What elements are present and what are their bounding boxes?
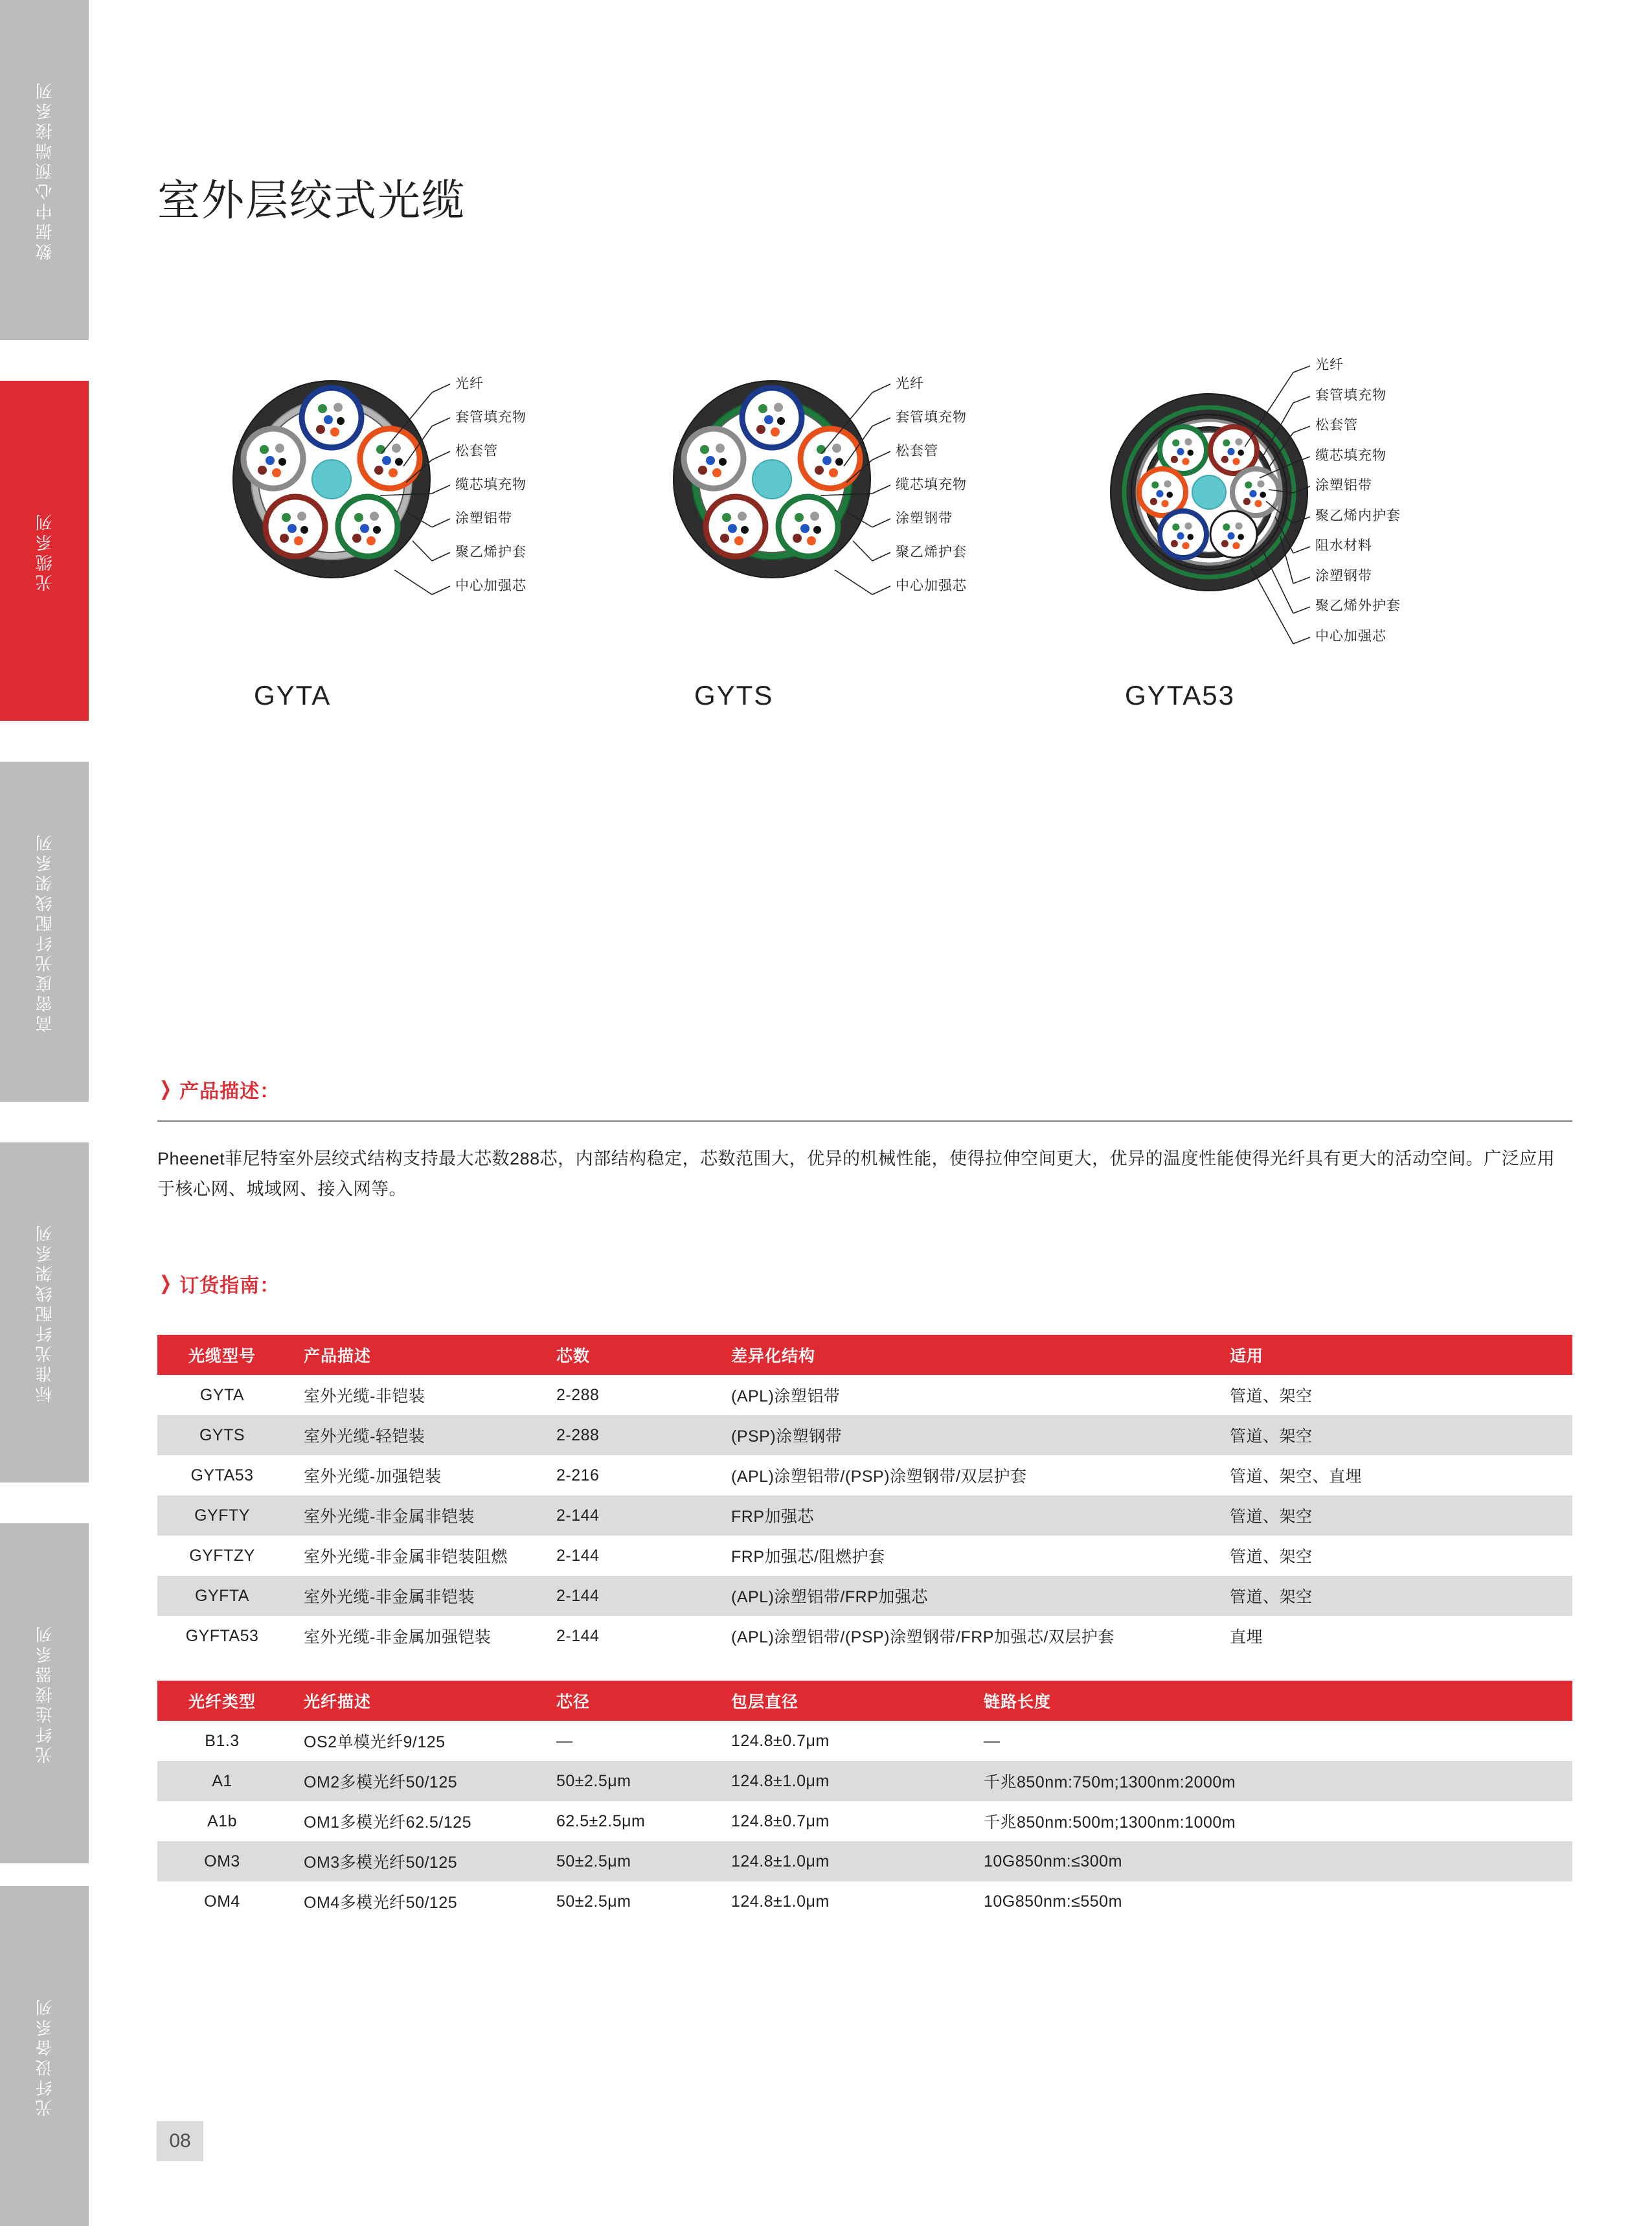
gyta53-label-6: 阻水材料: [1315, 538, 1372, 553]
table-cell: (PSP)涂塑钢带: [714, 1415, 1213, 1455]
table-cell: 管道、架空: [1213, 1495, 1572, 1536]
table-cell: 10G850nm:≤300m: [967, 1841, 1572, 1881]
table-cell: 管道、架空: [1213, 1375, 1572, 1415]
chevron-right-icon: ❯: [159, 1273, 172, 1294]
column-header: 光纤类型: [157, 1681, 287, 1721]
table-cell: (APL)涂塑铝带/(PSP)涂塑钢带/双层护套: [714, 1455, 1213, 1495]
table-cell: 2-144: [539, 1495, 714, 1536]
table-cell: 室外光缆-非金属加强铠装: [287, 1616, 539, 1656]
column-header: 链路长度: [967, 1681, 1572, 1721]
gyta-label-6: 中心加强芯: [455, 578, 526, 593]
gyta-cross-section-icon: [218, 363, 672, 674]
column-header: 产品描述: [287, 1335, 539, 1375]
table-cell: 50±2.5μm: [539, 1841, 714, 1881]
cable-diagram-gyts: [659, 363, 1112, 710]
table-cell: 2-144: [539, 1616, 714, 1656]
sidebar-tab-label: 光纤设备系列: [34, 1995, 54, 2117]
table-row: [157, 1881, 1572, 1922]
cable-diagram-gyta: [218, 363, 672, 710]
page-title: 室外层绞式光缆: [157, 176, 466, 224]
table-cell: 124.8±0.7μm: [714, 1801, 967, 1841]
table-cell: A1b: [157, 1801, 287, 1841]
table-cell: —: [967, 1721, 1572, 1761]
gyta53-label-8: 聚乙烯外护套: [1315, 598, 1401, 613]
sidebar-tab-label: 光纤连接器系列: [34, 1623, 54, 1764]
table-cell: 室外光缆-非金属非铠装: [287, 1495, 539, 1536]
sidebar-tab-1[interactable]: [0, 381, 89, 721]
table-cell: OM3多模光纤50/125: [287, 1841, 539, 1881]
table-cell: 2-288: [539, 1415, 714, 1455]
page-number: 08: [157, 2121, 203, 2161]
sidebar-tab-0[interactable]: [0, 0, 89, 340]
gyta-label-1: 套管填充物: [455, 410, 526, 425]
gyts-label-0: 光纤: [896, 376, 924, 391]
table-cell: GYTS: [157, 1415, 287, 1455]
column-header: 光缆型号: [157, 1335, 287, 1375]
gyta-label-0: 光纤: [455, 376, 484, 391]
product-description-body: Pheenet菲尼特室外层绞式结构支持最大芯数288芯，内部结构稳定，芯数范围大，优异的机械性能，使得拉伸空间更大，优异的温度性能使得光纤具有更大的活动空间。广泛应用于核心网、城域网、接入网等。: [157, 1149, 1556, 1199]
sidebar-tab-label: 光缆系列: [34, 510, 54, 591]
sidebar-tab-label: 高密度光纤配线架系列: [34, 831, 54, 1032]
gyta53-label-9: 中心加强芯: [1315, 629, 1386, 644]
gyts-cross-section-icon: [659, 363, 1112, 674]
table-cell: GYFTY: [157, 1495, 287, 1536]
table-cell: OM4: [157, 1881, 287, 1922]
table-cell: 管道、架空: [1213, 1576, 1572, 1616]
table-cell: 2-288: [539, 1375, 714, 1415]
cable-diagrams: [89, 358, 1652, 764]
cable-model-table-wrapper: [157, 1335, 1572, 1656]
table-row: [157, 1375, 1572, 1415]
table-cell: 管道、架空: [1213, 1536, 1572, 1576]
sidebar-tab-label: 数据中心预端接系列: [34, 80, 54, 260]
table-row: [157, 1841, 1572, 1881]
table-cell: 2-144: [539, 1576, 714, 1616]
gyta-label-3: 缆芯填充物: [455, 477, 526, 492]
table-cell: 50±2.5μm: [539, 1881, 714, 1922]
sidebar-tab-4[interactable]: [0, 1523, 89, 1863]
sidebar-tab-label: 标准光纤配线架系列: [34, 1222, 54, 1403]
product-description-heading: [157, 1075, 1572, 1104]
table-row: [157, 1495, 1572, 1536]
product-description-divider: [157, 1120, 1572, 1122]
gyta-label-4: 涂塑铝带: [455, 511, 512, 526]
table-header-row: [157, 1681, 1572, 1721]
gyta-label-2: 松套管: [455, 444, 498, 459]
sidebar-tab-2[interactable]: [0, 762, 89, 1102]
table-row: [157, 1616, 1572, 1656]
table-cell: OM2多模光纤50/125: [287, 1761, 539, 1801]
gyts-label-1: 套管填充物: [896, 410, 967, 425]
table-cell: 管道、架空: [1213, 1415, 1572, 1455]
column-header: 包层直径: [714, 1681, 967, 1721]
table-cell: OM4多模光纤50/125: [287, 1881, 539, 1922]
column-header: 芯数: [539, 1335, 714, 1375]
gyts-label-4: 涂塑钢带: [896, 511, 953, 526]
fiber-type-table: [157, 1681, 1572, 1922]
gyta53-label-7: 涂塑钢带: [1315, 569, 1372, 584]
table-cell: (APL)涂塑铝带/FRP加强芯: [714, 1576, 1213, 1616]
table-cell: OM1多模光纤62.5/125: [287, 1801, 539, 1841]
table-cell: 千兆850nm:750m;1300nm:2000m: [967, 1761, 1572, 1801]
page-content: [89, 0, 1652, 2226]
gyta53-label-3: 缆芯填充物: [1315, 448, 1386, 463]
table-cell: 千兆850nm:500m;1300nm:1000m: [967, 1801, 1572, 1841]
table-cell: 直埋: [1213, 1616, 1572, 1656]
table-row: [157, 1415, 1572, 1455]
table-cell: FRP加强芯: [714, 1495, 1213, 1536]
table-cell: 62.5±2.5μm: [539, 1801, 714, 1841]
cable-diagram-gyta53: [1105, 358, 1559, 710]
chevron-right-icon: ❯: [159, 1078, 172, 1100]
gyta53-label-1: 套管填充物: [1315, 388, 1386, 403]
gyta-label-5: 聚乙烯护套: [455, 545, 526, 560]
gyts-label-5: 聚乙烯护套: [896, 545, 967, 560]
gyts-label-3: 缆芯填充物: [896, 477, 967, 492]
product-description-heading-label: 产品描述：: [179, 1081, 280, 1102]
cable-name-gyta53: GYTA53: [1125, 680, 1235, 710]
table-cell: 室外光缆-加强铠装: [287, 1455, 539, 1495]
table-cell: 50±2.5μm: [539, 1761, 714, 1801]
cable-name-gyta: GYTA: [254, 680, 332, 710]
ordering-guide-section: [157, 1269, 1572, 1298]
fiber-type-table-wrapper: [157, 1681, 1572, 1922]
table-cell: GYFTA: [157, 1576, 287, 1616]
table-cell: 2-144: [539, 1536, 714, 1576]
sidebar-tab-3[interactable]: [0, 1142, 89, 1482]
table-header-row: [157, 1335, 1572, 1375]
table-cell: (APL)涂塑铝带: [714, 1375, 1213, 1415]
table-cell: OM3: [157, 1841, 287, 1881]
table-cell: 室外光缆-轻铠装: [287, 1415, 539, 1455]
table-cell: (APL)涂塑铝带/(PSP)涂塑钢带/FRP加强芯/双层护套: [714, 1616, 1213, 1656]
product-description-section: [157, 1075, 1572, 1205]
gyts-label-2: 松套管: [896, 444, 938, 459]
table-cell: B1.3: [157, 1721, 287, 1761]
table-row: [157, 1721, 1572, 1761]
table-cell: OS2单模光纤9/125: [287, 1721, 539, 1761]
table-cell: 2-216: [539, 1455, 714, 1495]
table-cell: A1: [157, 1761, 287, 1801]
gyta53-label-5: 聚乙烯内护套: [1315, 508, 1401, 523]
table-cell: 室外光缆-非金属非铠装: [287, 1576, 539, 1616]
table-cell: 124.8±1.0μm: [714, 1881, 967, 1922]
column-header: 芯径: [539, 1681, 714, 1721]
table-cell: 124.8±1.0μm: [714, 1761, 967, 1801]
table-row: [157, 1801, 1572, 1841]
ordering-guide-heading: [157, 1269, 1572, 1298]
table-cell: —: [539, 1721, 714, 1761]
table-cell: 管道、架空、直埋: [1213, 1455, 1572, 1495]
table-row: [157, 1536, 1572, 1576]
table-cell: GYFTA53: [157, 1616, 287, 1656]
gyta53-label-4: 涂塑铝带: [1315, 478, 1372, 493]
table-cell: FRP加强芯/阻燃护套: [714, 1536, 1213, 1576]
gyts-label-6: 中心加强芯: [896, 578, 967, 593]
table-cell: 室外光缆-非铠装: [287, 1375, 539, 1415]
table-row: [157, 1576, 1572, 1616]
ordering-guide-heading-label: 订货指南：: [179, 1275, 280, 1297]
sidebar-tab-5[interactable]: [0, 1886, 89, 2226]
cable-model-table: [157, 1335, 1572, 1656]
table-row: [157, 1761, 1572, 1801]
gyta53-label-2: 松套管: [1315, 418, 1358, 433]
gyta53-label-0: 光纤: [1315, 358, 1344, 372]
column-header: 光纤描述: [287, 1681, 539, 1721]
column-header: 差异化结构: [714, 1335, 1213, 1375]
table-cell: GYTA: [157, 1375, 287, 1415]
table-row: [157, 1455, 1572, 1495]
column-header: 适用: [1213, 1335, 1572, 1375]
cable-name-gyts: GYTS: [694, 680, 774, 710]
table-cell: 124.8±0.7μm: [714, 1721, 967, 1761]
table-cell: GYTA53: [157, 1455, 287, 1495]
table-cell: 124.8±1.0μm: [714, 1841, 967, 1881]
table-cell: GYFTZY: [157, 1536, 287, 1576]
table-cell: 10G850nm:≤550m: [967, 1881, 1572, 1922]
table-cell: 室外光缆-非金属非铠装阻燃: [287, 1536, 539, 1576]
sidebar-tabs: [0, 0, 89, 2226]
